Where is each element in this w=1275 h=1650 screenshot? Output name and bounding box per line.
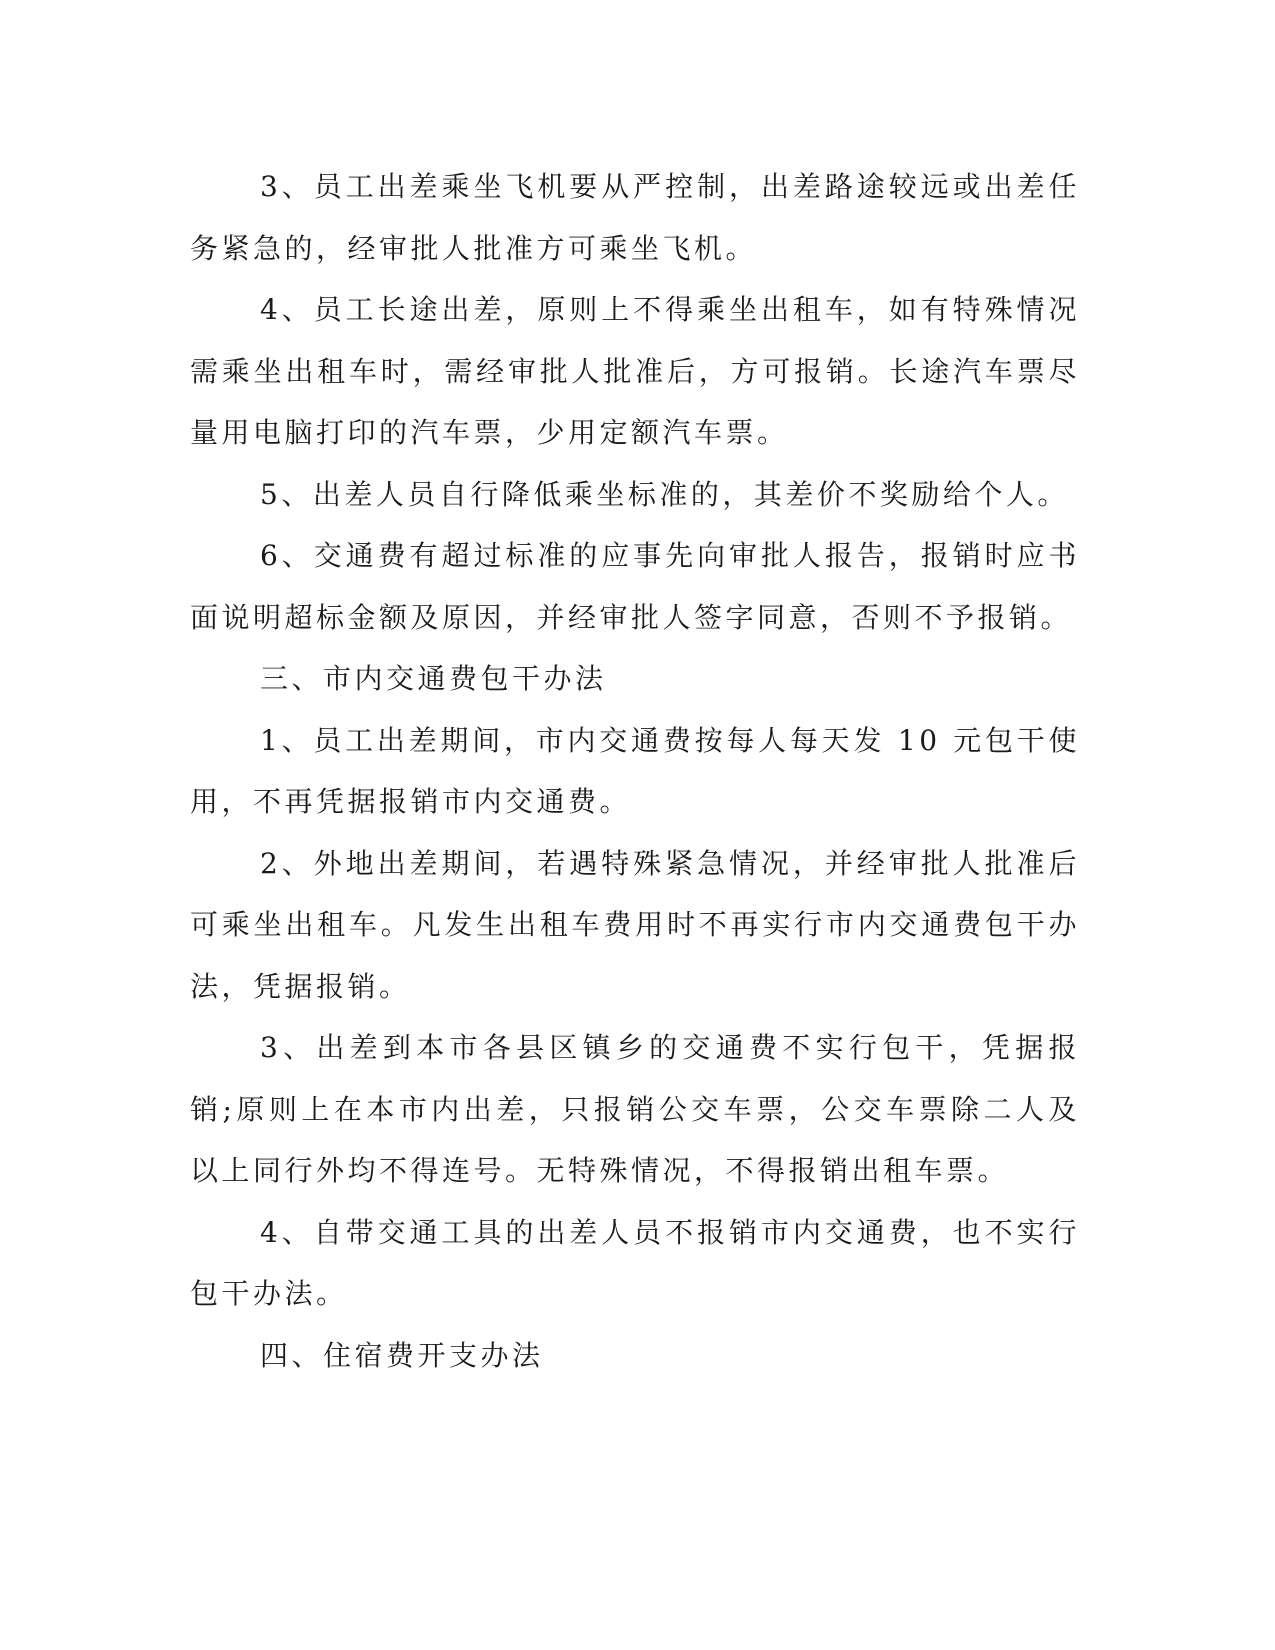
paragraph-city-allowance: 1、员工出差期间，市内交通费按每人每天发 10 元包干使用，不再凭据报销市内交通费。 [190, 723, 1080, 818]
section-heading-city-transport: 三、市内交通费包干办法 [260, 662, 607, 695]
paragraph-air-travel: 3、员工出差乘坐飞机要从严控制，出差路途较远或出差任务紧急的，经审批人批准方可乘坐飞机。 [190, 170, 1080, 265]
paragraph-over-standard: 6、交通费有超过标准的应事先向审批人报告，报销时应书面说明超标金额及原因，并经审批人签字同意，否则不予报销。 [190, 539, 1080, 634]
paragraph-emergency-taxi: 2、外地出差期间，若遇特殊紧急情况，并经审批人批准后可乘坐出租车。凡发生出租车费用时不再实行市内交通费包干办法，凭据报销。 [190, 846, 1080, 1003]
paragraph-own-vehicle: 4、自带交通工具的出差人员不报销市内交通费，也不实行包干办法。 [190, 1215, 1080, 1310]
paragraph-lower-standard: 5、出差人员自行降低乘坐标准的，其差价不奖励给个人。 [260, 477, 1069, 511]
paragraph-county-travel: 3、出差到本市各县区镇乡的交通费不实行包干，凭据报销;原则上在本市内出差，只报销公交车票，公交车票除二人及以上同行外均不得连号。无特殊情况，不得报销出租车票。 [190, 1031, 1080, 1187]
paragraph-long-distance-taxi: 4、员工长途出差，原则上不得乘坐出租车，如有特殊情况需乘坐出租车时，需经审批人批准后，方可报销。长途汽车票尽量用电脑打印的汽车票，少用定额汽车票。 [190, 293, 1080, 449]
document-body [190, 156, 1080, 1386]
section-heading-accommodation: 四、住宿费开支办法 [260, 1338, 544, 1372]
